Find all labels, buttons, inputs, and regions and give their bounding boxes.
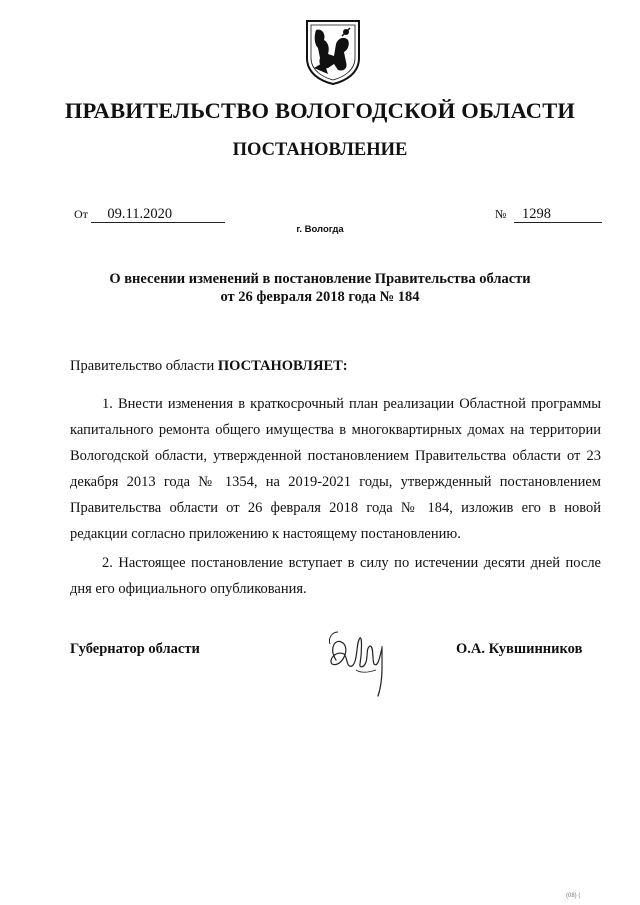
signatory-name: О.А. Кувшинников [456, 641, 583, 657]
subject-line-2: от 26 февраля 2018 года № 184 [220, 289, 420, 305]
subject-line-1: О внесении изменений в постановление Правительства области [109, 271, 531, 287]
handwritten-signature [322, 620, 402, 700]
number-value: 1298 [514, 206, 602, 223]
resolve-keyword: ПОСТАНОВЛЯЕТ: [217, 358, 348, 374]
date-prefix: От [74, 207, 88, 221]
number-prefix: № [495, 207, 507, 221]
document-subject [0, 270, 640, 306]
document-type: ПОСТАНОВЛЕНИЕ [232, 140, 408, 160]
resolve-text: Правительство области [70, 358, 218, 374]
document-date [74, 206, 225, 223]
resolve-line [70, 358, 348, 375]
city: г. Вологда [296, 224, 344, 235]
vologda-coat-of-arms-icon [304, 18, 362, 86]
government-title: ПРАВИТЕЛЬСТВО ВОЛОГОДСКОЙ ОБЛАСТИ [64, 98, 576, 123]
document-number [495, 206, 602, 223]
signatory-role: Губернатор области [70, 641, 200, 657]
paragraph-1: 1. Внести изменения в краткосрочный план реализации Областной программы капитального ремонта общего имущества в многоквартирных домах на территории Вологодской области, утвержденной постановлением Правительства области от 23 декабря 2013 года № 1354, на 2019-2021 годы, утвержденный постановлением Правительства области от 26 февраля 2018 года № 184, изложив его в новой редакции согласно приложению к настоящему постановлению. [70, 396, 601, 542]
paragraph-2: 2. Настоящее постановление вступает в силу по истечении десяти дней после дня его официального опубликования. [70, 555, 601, 597]
date-value: 09.11.2020 [91, 206, 225, 223]
footer-mark: (08) ( [566, 893, 581, 899]
